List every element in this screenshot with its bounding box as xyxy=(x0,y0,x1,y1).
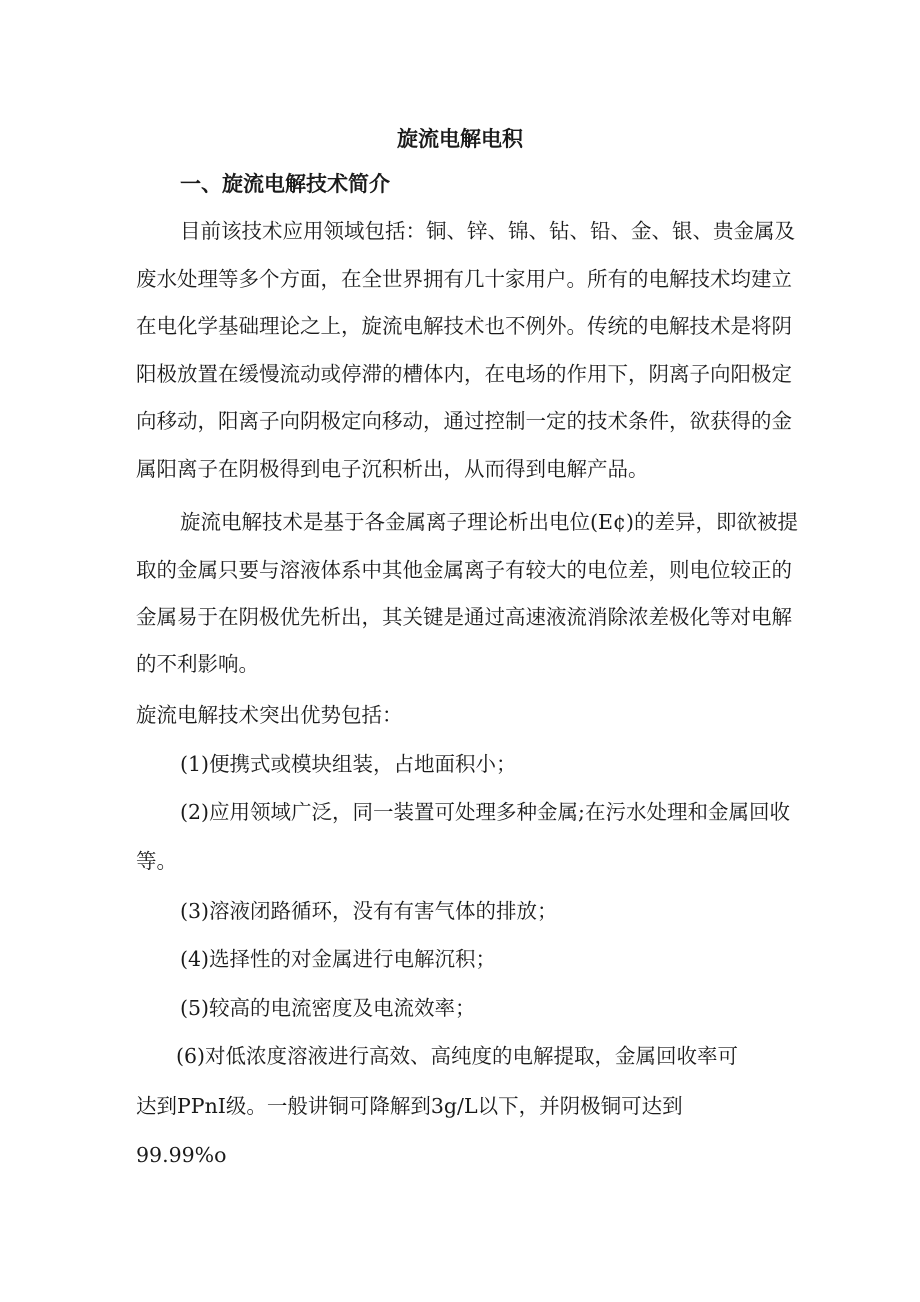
paragraph-line: 旋流电解技术是基于各金属离子理论析出电位(E¢)的差异，即欲被提 xyxy=(180,510,799,534)
list-item: (1)便携式或模块组装，占地面积小； xyxy=(180,752,517,776)
paragraph-line: 目前该技术应用领域包括：铜、锌、锦、钻、铅、金、银、贵金属及 xyxy=(180,219,795,243)
list-item: (3)溶液闭路循环，没有有害气体的排放； xyxy=(180,899,558,923)
advantages-intro: 旋流电解技术突出优势包括： xyxy=(136,703,403,727)
paragraph-line: 属阳离子在阴极得到电子沉积析出，从而得到电解产品。 xyxy=(136,457,649,481)
list-item: (4)选择性的对金属进行电解沉积； xyxy=(180,947,497,971)
list-item: (6)对低浓度溶液进行高效、高纯度的电解提取，金属回收率可 xyxy=(176,1044,739,1068)
list-item: (5)较高的电流密度及电流效率； xyxy=(180,996,476,1020)
paragraph-line: 金属易于在阴极优先析出，其关键是通过高速液流消除浓差极化等对电解 xyxy=(136,605,792,629)
section-heading: 一、旋流电解技术简介 xyxy=(180,172,390,196)
paragraph-line: 废水处理等多个方面，在全世界拥有几十家用户。所有的电解技术均建立 xyxy=(136,267,792,291)
list-item-continuation: 达到PPnI级。一般讲铜可降解到3g/L以下，并阴极铜可达到 xyxy=(136,1094,683,1118)
paragraph-line: 阳极放置在缓慢流动或停滞的槽体内，在电场的作用下，阴离子向阳极定 xyxy=(136,362,792,386)
document-title: 旋流电解电积 xyxy=(397,127,523,151)
paragraph-line: 在电化学基础理论之上，旋流电解技术也不例外。传统的电解技术是将阴 xyxy=(136,314,792,338)
paragraph-line: 向移动，阳离子向阴极定向移动，通过控制一定的技术条件，欲获得的金 xyxy=(136,409,792,433)
paragraph-line: 的不利影响。 xyxy=(136,652,259,676)
list-item-continuation: 等。 xyxy=(136,849,177,873)
paragraph-line: 取的金属只要与溶液体系中其他金属离子有较大的电位差，则电位较正的 xyxy=(136,558,792,582)
list-item-continuation: 99.99%o xyxy=(136,1143,227,1167)
list-item: (2)应用领域广泛，同一装置可处理多种金属;在污水处理和金属回收 xyxy=(180,800,790,824)
